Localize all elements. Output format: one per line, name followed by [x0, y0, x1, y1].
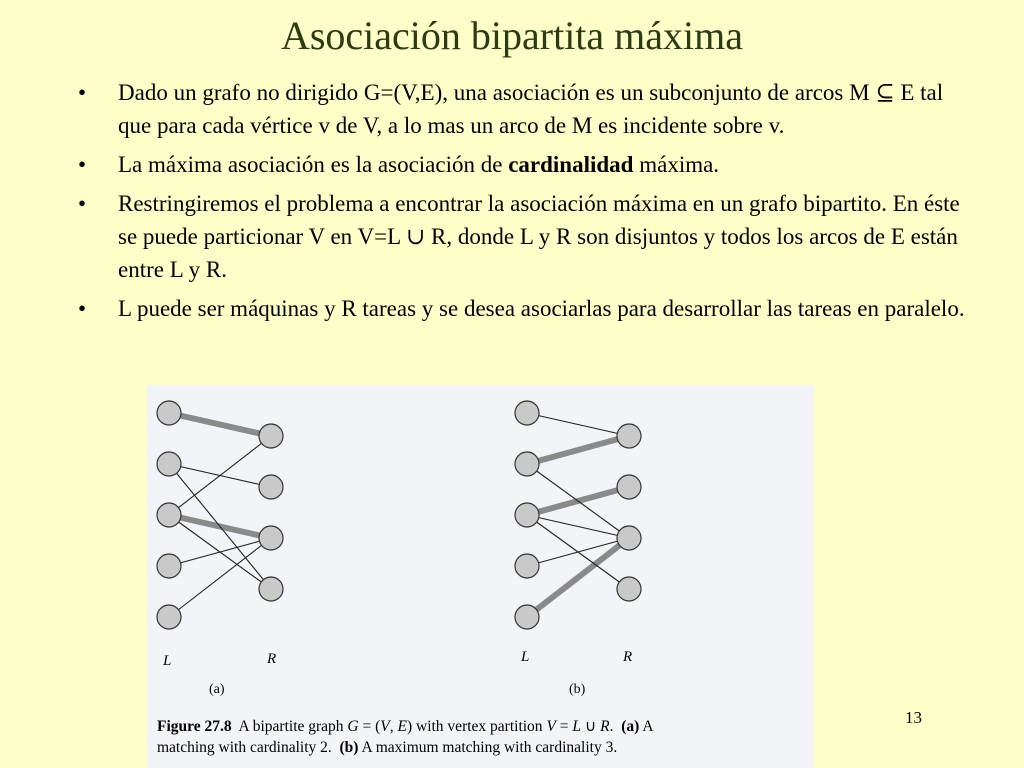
bipartite-figure — [147, 385, 814, 768]
graph-edge — [527, 413, 629, 436]
left-vertex — [515, 605, 539, 629]
caption-run: = — [555, 718, 573, 735]
bullet-marker: • — [78, 296, 87, 321]
bullet-run: La máxima asociación es la asociación de — [118, 152, 509, 177]
bullet-run: L puede ser máquinas y R tareas y se desea asociarlas para desarrollar las tareas en paralelo. — [118, 296, 965, 321]
caption-run: A bipartite graph — [231, 718, 348, 735]
graph-b-right-label: R — [623, 649, 633, 665]
figure-caption-line-2 — [157, 739, 617, 756]
graph-a-edges — [169, 413, 271, 617]
left-vertex — [157, 554, 181, 578]
caption-run: A — [639, 718, 654, 735]
caption-run: R — [600, 718, 610, 735]
bullet-marker: • — [78, 152, 87, 177]
left-vertex — [515, 401, 539, 425]
caption-run: A maximum matching with cardinality 3. — [358, 739, 618, 756]
bullet-text — [118, 80, 943, 138]
right-vertex — [617, 526, 641, 550]
caption-run: . — [609, 718, 622, 735]
page-number: 13 — [905, 708, 922, 727]
bullet-text — [118, 191, 960, 282]
matched-edge — [169, 413, 271, 436]
caption-run: Figure 27.8 — [157, 718, 232, 735]
right-vertex — [259, 526, 283, 550]
caption-run: E — [397, 718, 407, 735]
caption-run: = ( — [358, 718, 381, 735]
right-vertex — [259, 424, 283, 448]
right-vertex — [617, 475, 641, 499]
bullet-item — [78, 76, 968, 142]
bullet-marker: • — [78, 191, 87, 216]
caption-run: V — [546, 718, 556, 735]
bullet-marker: • — [78, 80, 87, 105]
right-vertex — [617, 577, 641, 601]
graph-b-nodes — [515, 401, 641, 629]
graph-a-right-label: R — [267, 651, 277, 667]
bullet-run: Restringiremos el problema a encontrar la asociación máxima en un grafo bipartito. En éste se puede particionar V en V=L ∪ R, donde L y R son disjuntos y todos los arcos de E están entre L y R. — [118, 191, 960, 282]
right-vertex — [259, 475, 283, 499]
caption-run: (a) — [621, 718, 640, 735]
bullet-text — [118, 152, 719, 177]
caption-run: , — [389, 718, 398, 735]
graph-a-sublabel: (a) — [209, 682, 225, 697]
left-vertex — [157, 452, 181, 476]
caption-run: ) with vertex partition — [406, 718, 547, 735]
left-vertex — [515, 503, 539, 527]
caption-run: G — [347, 718, 359, 735]
right-vertex — [617, 424, 641, 448]
graph-a-nodes — [157, 401, 283, 629]
bipartite-graphs-svg — [147, 385, 814, 768]
graph-a-left-label: L — [163, 653, 172, 669]
graph-edge — [169, 436, 271, 515]
caption-run: V — [380, 718, 390, 735]
caption-run: matching with cardinality 2. — [157, 739, 340, 756]
matched-edge — [527, 436, 629, 464]
graph-b-left-label: L — [521, 649, 530, 665]
caption-run: L — [572, 718, 582, 735]
bullet-list — [78, 76, 968, 331]
left-vertex — [515, 554, 539, 578]
bullet-text — [118, 296, 965, 321]
left-vertex — [157, 503, 181, 527]
bullet-run: máxima. — [633, 152, 720, 177]
bullet-bold-text: cardinalidad — [508, 152, 634, 177]
bullet-item — [78, 148, 968, 181]
figure-caption-line-1 — [157, 718, 654, 735]
left-vertex — [515, 452, 539, 476]
caption-run: ∪ — [581, 718, 601, 735]
slide-title: Asociación bipartita máxima — [280, 13, 744, 58]
graph-b-sublabel: (b) — [569, 682, 586, 697]
bullet-item — [78, 292, 968, 325]
left-vertex — [157, 605, 181, 629]
caption-run: (b) — [339, 739, 359, 756]
graph-b-edges — [527, 413, 629, 617]
bullet-run: Dado un grafo no dirigido G=(V,E), una asociación es un subconjunto de arcos M ⊆ E tal que para cada vértice v de V, a lo mas un arco de M es incidente sobre v. — [118, 80, 944, 138]
right-vertex — [259, 577, 283, 601]
bullet-item — [78, 187, 968, 286]
left-vertex — [157, 401, 181, 425]
